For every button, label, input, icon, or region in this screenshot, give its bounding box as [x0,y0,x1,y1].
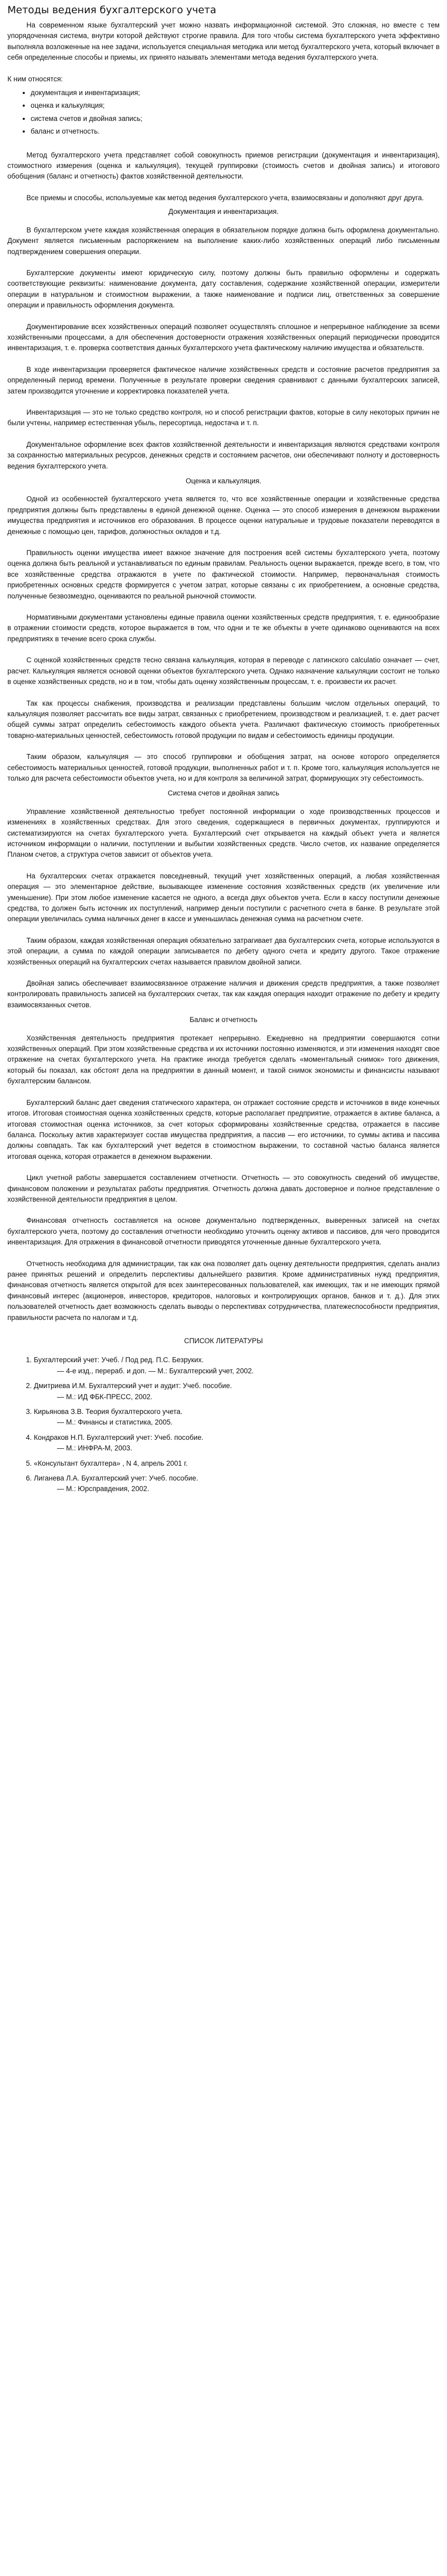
reference-continuation: — М.: Финансы и статистика, 2005. [57,1418,173,1427]
references-list [7,1355,440,1494]
section-heading-accounts: Система счетов и двойная запись [167,789,280,798]
paragraph: Одной из особенностей бухгалтерского учета является то, что все хозяйственные операции и хозяйственные средства предприятия должны быть представлены в единой денежной оценке. Оценка — это способ измерения в денежном выражении имущества предприятия и источников его образования. В процессе оценки натуральные и трудовые показатели переводятся в денежные с помощью цен, тарифов, должностных окладов и т.д. [7,495,440,536]
reference-text: Дмитриева И.М. Бухгалтерский учет и аудит: Учеб. пособие. [34,1382,232,1390]
reference-continuation: — 4-е изд., перераб. и доп. — М.: Бухгалтерский учет, 2002. [57,1366,254,1375]
paragraph: Инвентаризация — это не только средство контроля, но и способ регистрации фактов, которые в силу некоторых причин не были учтены, например естественная убыль, пересортица, недостача и т. п. [7,408,440,427]
paragraph: Все приемы и способы, используемые как метод ведения бухгалтерского учета, взаимосвязаны и дополняют друг друга. [26,193,424,202]
paragraph: Хозяйственная деятельность предприятия протекает непрерывно. Ежедневно на предприятии совершаются сотни хозяйственных операций. При этом хозяйственные средства и их источники постоянно изменяются, и эти изменения находят свое отражение на счетах бухгалтерского учета. На практике иногда требуется сделать «моментальный снимок» того движения, который бы показал, как обстоят дела на предприятии в данный момент, и такой снимок экономисты и финансисты называют бухгалтерским балансом. [7,1034,440,1085]
reference-text: Кондраков Н.П. Бухгалтерский учет: Учеб. пособие. [34,1433,204,1441]
paragraph: Двойная запись обеспечивает взаимосвязанное отражение наличия и движения средств предприятия, а также позволяет контролировать правильность записей на бухгалтерских счетах, так как каждая операция находит отражение по дебету и кредиту взаимосвязанных счетов. [7,979,440,1009]
list-item: • документация и инвентаризация; [31,88,440,98]
reference-text: Кирьянова З.В. Теория бухгалтерского учета. [34,1408,183,1416]
list-item: • оценка и калькуляция; [31,100,440,111]
reference-item [34,1355,440,1376]
intro-paragraph: На современном языке бухгалтерский учет можно назвать информационной системой. Это сложная, но вместе с тем упорядоченная система, внутри которой действуют строгие правила. Для того чтобы система бухгалтерского учета эффективно выполняла возложенные на нее задачи, используется специальная методика или метод бухгалтерского учета, который включает в себя определенные способы и приемы, их принято называть элементами метода ведения бухгалтерского учета. [7,21,440,62]
section-heading-evaluation: Оценка и калькуляция. [185,477,262,485]
paragraph: Документальное оформление всех фактов хозяйственной деятельности и инвентаризация являются средствами контроля за сохранностью материальных ресурсов, денежных средств и состоянием расчетов, они обеспечивают полноту и достоверность ведения бухгалтерского учета. [7,440,440,470]
list-intro: К ним относятся: [7,74,63,83]
page-title: Методы ведения бухгалтерского учета [7,4,216,16]
paragraph: Финансовая отчетность составляется на основе документально подтвержденных, выверенных записей на счетах бухгалтерского учета, поэтому до составления отчетности необходимо уточнить оценку активов и пассивов, для чего проводится инвентаризация. Для отражения в финансовой отчетности приводятся уточненные данные бухгалтерского учета. [7,1216,440,1247]
paragraph: Управление хозяйственной деятельностью требует постоянной информации о ходе производственных процессов и изменениях в хозяйственных средствах. Для этого сведения, содержащиеся в первичных документах, группируются и систематизируются на счетах бухгалтерского учета. Бухгалтерский счет открывается на каждый объект учета и является источником информации о наличии, поступлении и выбытии хозяйственных средств. Число счетов, их название определяется Планом счетов, а структура счетов зависит от объектов учета. [7,807,440,859]
reference-continuation: — М.: ИД ФБК-ПРЕСС, 2002. [57,1392,153,1401]
paragraph: Так как процессы снабжения, производства и реализации представлены большим числом отдельных операций, то калькуляция позволяет рассчитать все виды затрат, связанных с приобретением, производством и реализацией, т. е. дает расчет общей суммы затрат определить себестоимость каждого объекта учета. Различают фактическую стоимость приобретенных товарно-материальных ценностей, себестоимость готовой продукции по видам и себестоимость единицы продукции. [7,699,440,739]
paragraph: В бухгалтерском учете каждая хозяйственная операция в обязательном порядке должна быть оформлена документально. Документ является письменным распоряжением на выполнение каких-либо хозяйственных операций либо письменным подтверждением совершения операции. [7,226,440,256]
paragraph: Нормативными документами установлены единые правила оценки хозяйственных средств предприятия, т. е. единообразие в отражении стоимости средств, которое выражается в том, что одни и те же объекты в учете одинаково оцениваются на всех предприятиях в течение всего срока службы. [7,613,440,643]
paragraph: Правильность оценки имущества имеет важное значение для построения всей системы бухгалтерского учета, поэтому оценка должна быть реальной и устанавливаться по единым правилам. Реальность оценки выражается, прежде всего, в том, что все хозяйственные средства отражаются в учете по фактической стоимости. Например, первоначальная стоимость приобретенных основных средств формируется с учетом затрат, которые связаны с их приобретением, а основные средства, полученные безвозмездно, оцениваются по реальной рыночной стоимости. [7,549,440,600]
reference-item [34,1407,440,1428]
paragraph: Таким образом, калькуляция — это способ группировки и обобщения затрат, на основе которого определяется себестоимость материальных ценностей, готовой продукции, выполненных работ и т. п. Кроме того, калькуляция используется не только для расчета себестоимости объектов учета, но и для контроля за величиной затрат, формирующих эту себестоимость. [7,753,440,782]
list-item: • баланс и отчетность. [31,126,440,137]
paragraph: В ходе инвентаризации проверяется фактическое наличие хозяйственных средств и состояние расчетов предприятия за определенный период времени. Полученные в результате проверки сведения сравнивают с данными бухгалтерских записей, затем производится уточнение и корректировка показателей учета. [7,365,440,395]
section-heading-balance: Баланс и отчетность [189,1016,258,1024]
paragraph: Отчетность необходима для администрации, так как она позволяет дать оценку деятельности предприятия, сделать анализ ранее принятых решений и определить перспективы дальнейшего развития. Кроме административных нужд предприятия, финансовая отчетность является открытой для всех заинтересованных пользователей, как имеющих, так и не имеющих прямой финансовый интерес (акционеров, инвесторов, кредиторов, налоговых и контролирующих органов, банков и т. д.). Для этих пользователей отчетность дает возможность сделать выводы о перспективах сотрудничества, платежеспособности предприятия, правильности расчета по налогам и т.д. [7,1259,440,1322]
paragraph: Метод бухгалтерского учета представляет собой совокупность приемов регистрации (документация и инвентаризация), стоимостного измерения (оценка и калькуляция), текущей группировки (стоимость счетов и двойная запись) и итогового обобщения (баланс и отчетность) фактов хозяйственной деятельности. [7,151,440,181]
method-elements-list [7,88,440,137]
reference-text: «Консультант бухгалтера» , N 4, апрель 2001 г. [34,1459,188,1467]
paragraph: Цикл учетной работы завершается составлением отчетности. Отчетность — это совокупность сведений об имуществе, финансовом положении и результатах работы предприятия. Отчетность должна давать достоверное и полное представление о хозяйственной деятельности предприятия в целом. [7,1174,440,1203]
reference-item [34,1473,440,1495]
reference-text: Лиганева Л.А. Бухгалтерский учет: Учеб. пособие. [34,1474,198,1483]
paragraph: С оценкой хозяйственных средств тесно связана калькуляция, которая в переводе с латинского calculatio означает — счет, расчет. Калькуляция является основой оценки объектов бухгалтерского учета. Однако назначение калькуляции состоит не только в оценке хозяйственных средств, но и в том, чтобы дать оценку хозяйственным процессам, т. е. произвести их расчет. [7,656,440,686]
paragraph: Таким образом, каждая хозяйственная операция обязательно затрагивает два бухгалтерских счета, которые используются в этой операции, а сумма по каждой операции записывается по дебету одного счета и кредиту другого. Такое отражение хозяйственных операций на бухгалтерских счетах называется правилом двойной записи. [7,936,440,966]
reference-item [34,1458,440,1469]
reference-continuation: — М.: Юрсправдения, 2002. [57,1485,149,1493]
paragraph: Документирование всех хозяйственных операций позволяет осуществлять сплошное и непрерывное наблюдение за всеми хозяйственными процессами, а для обеспечения достоверности отражения хозяйственных операций периодически проводится инвентаризация, т. е. проверка соответствия данных бухгалтерского учета фактическому наличию имущества и обязательств. [7,322,440,352]
paragraph: На бухгалтерских счетах отражается повседневный, текущий учет хозяйственных операций, а любая хозяйственная операция — это элементарное действие, вызывающее изменение состояния хозяйственных средств (их увеличение или уменьшение). При этом любое изменение касается не одного, а всегда двух объектов учета. Если в кассу поступили денежные средства, то должен быть источник их поступлений, например деньги поступили с расчетного счета в банке. В результате этой операции увеличилась сумма наличных денег в кассе и уменьшилась денежная сумма на расчетном счете. [7,872,440,923]
references-title: СПИСОК ЛИТЕРАТУРЫ [184,1337,263,1345]
reference-item [34,1381,440,1402]
reference-item [34,1432,440,1454]
paragraph: Бухгалтерский баланс дает сведения статического характера, он отражает состояние средств и источников в виде конечных итогов. Итоговая стоимостная оценка хозяйственных средств, которые располагает предприятие, отражается в активе баланса, а итоговая стоимостная оценка источников, за счет которых сформированы хозяйственные средства, отражается в пассиве баланса. Поскольку актив характеризует состав имущества предприятия, а пассив — его источники, то суммы актива и пассива должны совпадать. Так как бухгалтерский учет ведется в стоимостном выражении, то составной частью баланса является итоговая оценка, которая отражается в денежном выражении. [7,1098,440,1160]
list-item: • система счетов и двойная запись; [31,114,440,124]
reference-text: Бухгалтерский учет: Учеб. / Под ред. П.С. Безруких. [34,1356,204,1364]
section-heading-documentation: Документация и инвентаризация. [168,208,279,216]
reference-continuation: — М.: ИНФРА-М, 2003. [57,1444,132,1453]
paragraph: Бухгалтерские документы имеют юридическую силу, поэтому должны быть правильно оформлены и содержать соответствующие реквизиты: наименование документа, дату составления, содержание хозяйственной операции, измерители операции в натуральном и стоимостном выражении, а также наименование и подписи лиц, ответственных за совершение операции и правильность оформления документа. [7,268,440,310]
